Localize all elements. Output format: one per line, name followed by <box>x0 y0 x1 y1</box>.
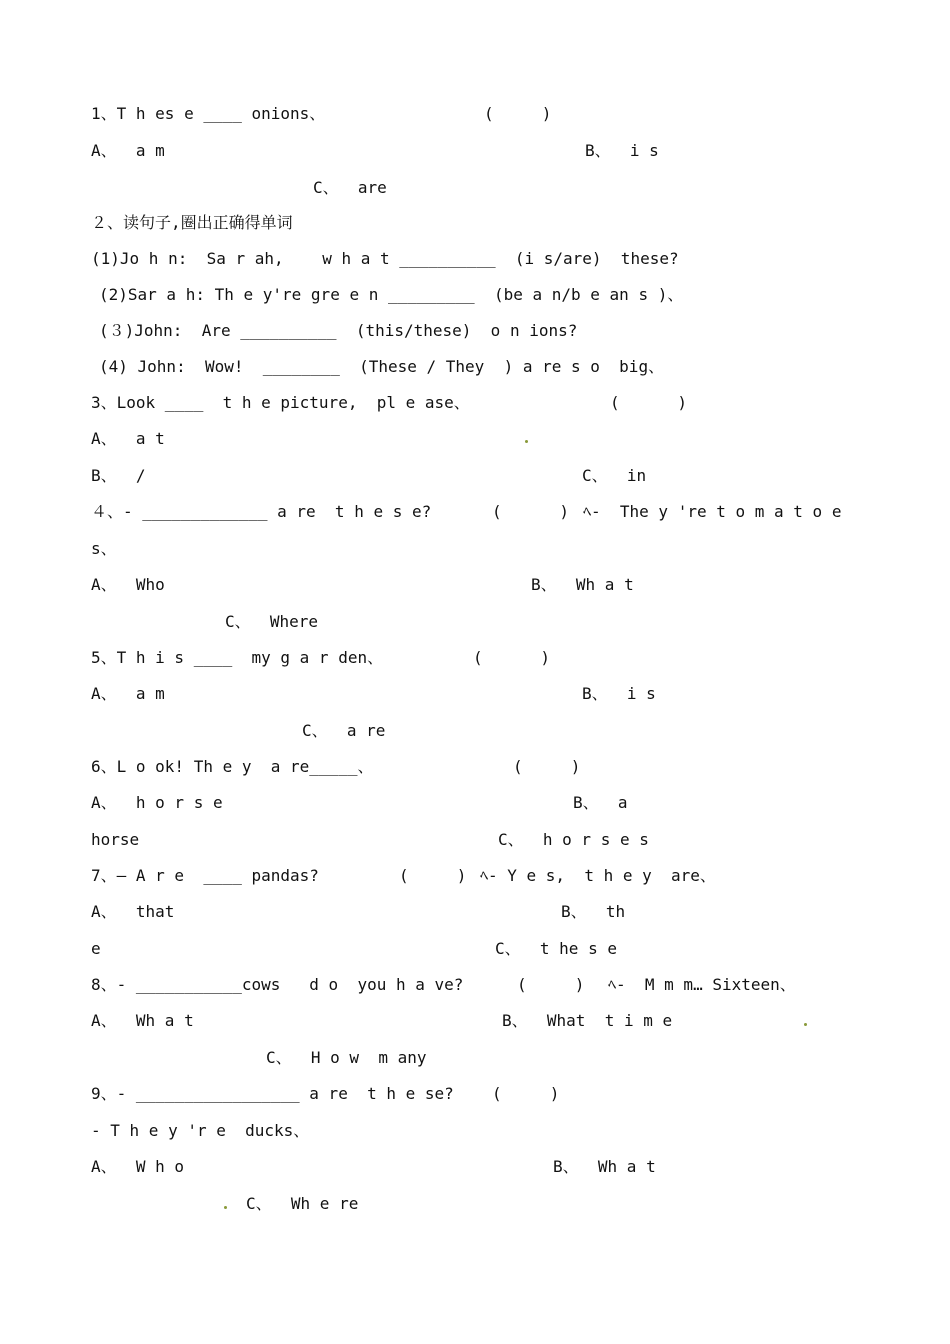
q4-answer-bracket: ( ) <box>492 502 570 521</box>
q4-reply-continued: s、 <box>91 539 117 558</box>
q4-option-c: C、 Where <box>225 612 319 631</box>
q6-option-b: B、 a <box>573 793 628 812</box>
q8-answer-bracket: ( ) <box>517 975 585 994</box>
q3-option-c: C、 in <box>582 466 647 485</box>
q9-answer-bracket: ( ) <box>492 1084 560 1103</box>
q3-answer-bracket: ( ) <box>610 393 688 412</box>
q7-option-c: C、 t he s e <box>495 939 617 958</box>
q9-reply: - T h e y 'r e ducks、 <box>91 1121 310 1140</box>
speck-mark <box>804 1023 807 1026</box>
q7-option-b: B、 th <box>561 902 626 921</box>
q1-option-b: B、 i s <box>585 141 659 160</box>
q5-answer-bracket: ( ) <box>473 648 551 667</box>
q4-reply: ﾍ- The y 're t o m a t o e <box>583 502 842 521</box>
q9-option-a: A、 W h o <box>91 1157 185 1176</box>
speck-mark <box>224 1206 227 1209</box>
q2-sentence-4: (4) John: Wow! ________ (These / They ) a re s o big、 <box>99 357 665 376</box>
q7-option-a: A、 that <box>91 902 175 921</box>
q7-option-b-continued: e <box>91 939 101 958</box>
q8-reply: ﾍ- M m m… Sixteen、 <box>608 975 796 994</box>
q1-answer-bracket: ( ) <box>484 104 552 123</box>
q2-sentence-3: (３)John: Are __________ (this/these) o n ions? <box>99 321 578 340</box>
q9-option-c: C、 Wh e re <box>246 1194 359 1213</box>
q8-option-c: C、 H o w m any <box>266 1048 427 1067</box>
q5-option-a: A、 a m <box>91 684 165 703</box>
q2-heading: ２、读句子,圈出正确得单词 <box>91 213 293 232</box>
q5-option-b: B、 i s <box>582 684 656 703</box>
q7-answer-bracket: ( ) <box>399 866 467 885</box>
q2-sentence-2: (2)Sar a h: Th e y're gre e n _________ (be a n/b e an s )、 <box>99 285 684 304</box>
q8-stem: 8、- ___________cows d o you h a ve? <box>91 975 464 994</box>
q5-option-c: C、 a re <box>302 721 386 740</box>
q1-option-c: C、 are <box>313 178 387 197</box>
q6-answer-bracket: ( ) <box>513 757 581 776</box>
q6-option-a: A、 h o r s e <box>91 793 223 812</box>
q3-option-a: A、 a t <box>91 429 165 448</box>
speck-mark <box>525 440 528 443</box>
q4-option-a: A、 Who <box>91 575 165 594</box>
q8-option-a: A、 Wh a t <box>91 1011 194 1030</box>
q1-option-a: A、 a m <box>91 141 165 160</box>
q9-stem: 9、- _________________ a re t h e se? <box>91 1084 454 1103</box>
q1-stem: 1、T h es e ____ onions、 <box>91 104 326 123</box>
q6-option-b-continued: horse <box>91 830 140 849</box>
q4-stem: ４、- _____________ a re t h e s e? <box>91 502 432 521</box>
q5-stem: 5、T h i s ____ my g a r den、 <box>91 648 384 667</box>
q7-reply: ﾍ- Y e s, t h e y are、 <box>480 866 716 885</box>
q6-stem: 6、L o ok! Th e y a re_____、 <box>91 757 374 776</box>
q3-stem: 3、Look ____ t h e picture, pl e ase、 <box>91 393 470 412</box>
q7-stem: 7、— A r e ____ pandas? <box>91 866 319 885</box>
q8-option-b: B、 What t i m e <box>502 1011 673 1030</box>
q3-option-b: B、 / <box>91 466 146 485</box>
q6-option-c: C、 h o r s e s <box>498 830 649 849</box>
q2-sentence-1: (1)Jo h n: Sa r ah, w h a t __________ (i s/are) these? <box>91 249 679 268</box>
q4-option-b: B、 Wh a t <box>531 575 634 594</box>
q9-option-b: B、 Wh a t <box>553 1157 656 1176</box>
